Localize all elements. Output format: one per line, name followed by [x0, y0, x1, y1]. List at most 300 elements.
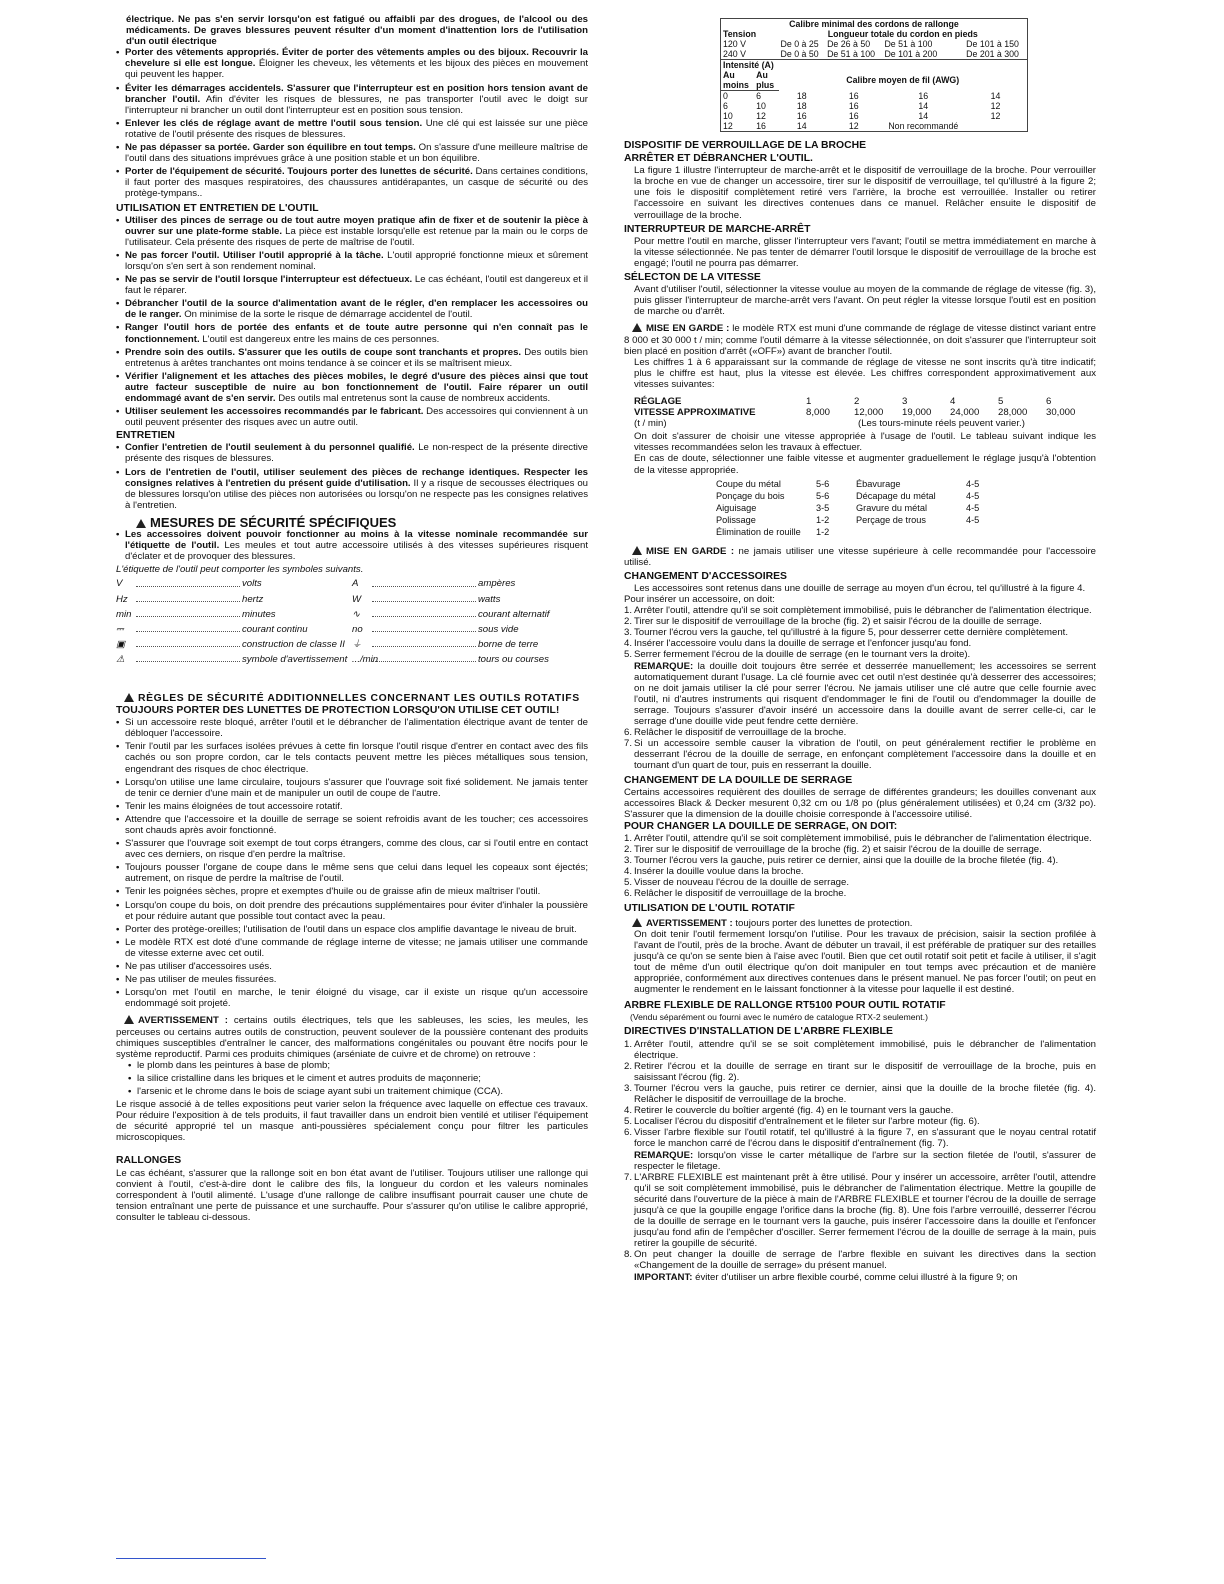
flex-note-text: lorsqu'on visse le carter métallique de l'arbre sur la section filetée de l'outil, s'assurer de respecter le filetage. [634, 1149, 1096, 1172]
cord-amp-from: 6 [723, 101, 728, 111]
choose-speed-text: On doit s'assurer de choisir une vitesse appropriée à l'usage de l'outil. Le tableau suivant indique les vitesses recommandées selon les travaux à effectuer. [634, 431, 1096, 454]
symbol-value: tours ou courses [478, 653, 549, 665]
step-text: Tirer sur le dispositif de verrouillage de la broche (fig. 2) et saisir l'écrou de la douille de serrage. [634, 844, 1042, 856]
symbol-row [116, 578, 352, 589]
bullet-item [116, 142, 588, 164]
bullet-bold: Éviter les démarrages accidentels. S'assurer que l'interrupteur est en position hors tension avant de brancher l'outil. [125, 82, 588, 105]
step-text: Relâcher le dispositif de verrouillage de la broche. [634, 888, 847, 900]
doubt-text: En cas de doute, sélectionner une faible vitesse et augmenter graduellement le réglage jusqu'à l'obtention de la vitesse appropriée. [634, 453, 1096, 476]
bullet-item [116, 347, 588, 369]
symbol-dots [136, 639, 240, 647]
warning-icon [124, 1015, 134, 1024]
cord-gauge: 12 [990, 101, 1001, 111]
bullet-item [116, 118, 588, 140]
bullet-text: Il y a risque de secousses électriques ou de blessures lorsqu'on utilise des pièces non autorisées ou lorsqu'on ne respecte pas les consignes relatives à l'entretien. [125, 477, 589, 511]
symbol-dots [136, 578, 240, 586]
note-label: REMARQUE: [634, 660, 694, 672]
speed-setting: 6 [1046, 395, 1052, 407]
cord-gauge: 18 [796, 90, 807, 101]
application-cell: 3-5 [816, 502, 830, 513]
heading-maintenance: ENTRETIEN [116, 430, 175, 442]
application-cell: 4-5 [966, 502, 980, 513]
speed-row-settings [634, 396, 1096, 407]
symbols-table [116, 578, 588, 665]
heading-rotary-text: RÈGLES DE SÉCURITÉ ADDITIONNELLES CONCERNANT LES OUTILS ROTATIFS [138, 692, 580, 704]
speed-label-unit: (t / min) [634, 418, 667, 430]
bullet-text: Une clé qui est laissée sur une pièce rotative de l'outil présente des risques de blessures. [125, 117, 588, 140]
symbol-key: V [116, 578, 123, 590]
chemical-item: • l'arsenic et le chrome dans le bois de sciage ayant subi un traitement chimique (CCA). [128, 1086, 588, 1097]
warn2-label: AVERTISSEMENT : [646, 917, 733, 929]
application-cell: 1-2 [816, 514, 830, 525]
bullet-specific-text: Les meules et tout autre accessoire utilisés à des vitesses supérieures risquent d'éclater et de provoquer des blessures. [125, 540, 589, 563]
flex-note-label: REMARQUE: [634, 1149, 694, 1161]
cord-gauge: Non recommandé [888, 121, 959, 131]
cord-amp-from: 0 [723, 91, 728, 101]
step-number: 2. [624, 616, 633, 628]
cord-length: De 101 à 200 [884, 49, 938, 59]
step-item [624, 1061, 1096, 1083]
warning-text: certains outils électriques, tels que les sableuses, les scies, les meules, les perceuses ou certains autres outils de construction, peuvent soulever de la poussière contenant des produits chimiques susceptibles d'entraîner le cancer, des malformations congénitales ou pouvant être nocifs pour le système reproductif. Parmi ces produits chimiques (arséniate de cuivre et de chrome) on retrouve : [116, 1015, 588, 1060]
cord-gauge: 14 [918, 101, 929, 111]
step-number: 3. [624, 627, 633, 639]
cord-au2: Au [756, 70, 768, 80]
step-text: Relâcher le dispositif de verrouillage de la broche. [634, 727, 847, 739]
heading-change-accessories: CHANGEMENT D'ACCESSOIRES [624, 570, 787, 582]
step-text: Retirer l'écrou et la douille de serrage en tirant sur le dispositif de verrouillage de la broche, puis en saisissant l'écrou (fig. 2). [634, 1060, 1096, 1083]
heading-stop-unplug: ARRÊTER ET DÉBRANCHER L'OUTIL. [624, 153, 813, 165]
step-text: Arrêter l'outil, attendre qu'il se soit complètement immobilisé, puis le débrancher de l'alimentation électrique. [634, 832, 1092, 844]
speed-table [634, 396, 1096, 429]
step-number: 1. [624, 832, 633, 844]
symbol-key: Hz [116, 593, 128, 605]
rotary-rule-item: • Porter des protège-oreilles; l'utilisation de l'outil dans un espace clos amplifie davantage le niveau de bruit. [116, 924, 588, 935]
application-cell: 5-6 [816, 478, 830, 489]
cord-amp-to: 10 [756, 101, 766, 111]
step-text: Tourner l'écrou vers la gauche, puis retirer ce dernier, ainsi que la douille de la broche filetée (fig. 4). [634, 855, 1059, 867]
step-item [624, 877, 1096, 888]
rotary-rule-item: • Tenir les poignées sèches, propre et exemptes d'huile ou de graisse afin de mieux maîtriser l'outil. [116, 886, 588, 897]
application-cell: Aiguisage [716, 502, 757, 513]
cord-length: De 51 à 100 [884, 39, 933, 49]
warning-glasses [624, 918, 1096, 929]
symbol-row [352, 609, 588, 620]
heading-rotary-rules [116, 693, 588, 704]
rotary-rule-item: • S'assurer que l'ouvrage soit exempt de tout corps étrangers, comme des clous, car si l'outil entre en contact avec ces derniers, on risque d'en perdre la maîtrise. [116, 838, 588, 860]
cord-length: De 0 à 50 [780, 49, 819, 59]
cord-amp-label: Intensité (A) [721, 60, 1028, 71]
symbol-row [116, 609, 352, 620]
step-number: 6. [624, 727, 633, 739]
bullet-text: La pièce est instable lorsqu'elle est retenue par la main ou le corps de l'utilisateur. Cela présente des risques de perte de maîtrise de l'outil. [125, 225, 588, 248]
bullet-bold: Ranger l'outil hors de portée des enfants et de toute autre personne qui n'en connaît pas le fonctionnement. [125, 322, 588, 345]
step-number: 4. [624, 866, 633, 878]
rotary-rule-item: • Lorsqu'on met l'outil en marche, le tenir éloigné du visage, car il existe un risque qu'un accessoire endommagé soit projeté. [116, 987, 588, 1009]
step-item [624, 638, 1096, 649]
cord-gauge: 16 [848, 90, 859, 101]
caution2-label: MISE EN GARDE : [646, 545, 735, 557]
symbol-value: construction de classe II [242, 638, 345, 650]
speed-row-unit [634, 418, 1096, 429]
application-cell [966, 526, 1006, 538]
flex-steps [624, 1039, 1096, 1283]
cord-gauge-label: Calibre moyen de fil (AWG) [846, 75, 960, 86]
important-note-text: éviter d'utiliser un arbre flexible courbé, comme celui illustré à la figure 9; on [695, 1271, 1018, 1283]
warning-tail: Le risque associé à de telles expositions peut varier selon la fréquence avec laquelle on effectue ces travaux. Pour réduire l'exposition à de tels produits, il faut travailler dans un endroit bien ventilé et utiliser l'équipement de sécurité approprié tel un masque anti-poussières spécialement conçu pour filtrer les particules microscopiques. [116, 1099, 588, 1144]
speed-value: 30,000 [1046, 407, 1076, 419]
symbol-dots [136, 654, 240, 662]
bullet-text: Éloigner les cheveux, les vêtements et les bijoux des pièces en mouvement qui peuvent les happer. [125, 58, 589, 81]
application-cell [856, 526, 966, 538]
cord-amp-to: 16 [756, 121, 766, 131]
step-number: 5. [624, 649, 633, 661]
note [624, 661, 1096, 728]
collet-steps [624, 833, 1096, 900]
warn2-text: toujours porter des lunettes de protection. [735, 917, 913, 929]
symbol-value: borne de terre [478, 638, 539, 650]
symbol-key: ∿ [352, 608, 361, 620]
cord-amp-from: 12 [723, 121, 733, 131]
symbol-row [116, 624, 352, 635]
heading-specific-safety [128, 514, 588, 530]
step-number: 7. [624, 738, 633, 750]
caution1-label: MISE EN GARDE : [646, 323, 730, 335]
bullet-text: L'outil est dangereux entre les mains de ces personnes. [202, 333, 440, 345]
symbol-row [352, 654, 588, 665]
step-item [624, 727, 1096, 738]
application-cell: 4-5 [966, 490, 980, 501]
symbol-dots [372, 654, 476, 662]
step-item [624, 1127, 1096, 1149]
bullet-text: On minimise de la sorte le risque de démarrage accidentel de l'outil. [184, 309, 473, 321]
intro-bullet-continued: électrique. Ne pas s'en servir lorsqu'on est fatigué ou affaibli par des drogues, de l'alcool ou des médicaments. De graves blessures peuvent résulter d'un moment d'inattention lors de l'utilisation d'un outil électrique [126, 14, 588, 48]
important-note-label: IMPORTANT: [634, 1271, 693, 1283]
symbol-value: hertz [242, 593, 264, 605]
heading-switch: INTERRUPTEUR DE MARCHE-ARRÊT [624, 223, 811, 235]
symbol-key: A [352, 578, 359, 590]
heading-use-rotary: UTILISATION DE L'OUTIL ROTATIF [624, 902, 795, 914]
step-item [624, 844, 1096, 855]
heading-flex-directions: DIRECTIVES D'INSTALLATION DE L'ARBRE FLEXIBLE [624, 1026, 893, 1038]
application-cell: Décapage du métal [856, 490, 936, 501]
warning-icon [632, 546, 642, 555]
bullet-bold: Confier l'entretien de l'outil seulement à du personnel qualifié. [125, 442, 415, 454]
step-text: Arrêter l'outil, attendre qu'il se se soit complètement immobilisé, puis le débrancher de l'alimentation électrique. [634, 1038, 1096, 1061]
symbol-dots [372, 578, 476, 586]
step-text: Tirer sur le dispositif de verrouillage de la broche (fig. 2) et saisir l'écrou de la douille de serrage. [634, 616, 1042, 628]
step-item [624, 888, 1096, 899]
cord-gauge: 16 [796, 111, 807, 121]
speed-row-speeds [634, 407, 1096, 418]
step-item [624, 1039, 1096, 1061]
bullet-bold: Utiliser des pinces de serrage ou de tout autre moyen pratique afin de fixer et de soutenir la pièce à ouvrer sur une plate-forme stable. [125, 214, 588, 237]
symbol-key: ▣ [116, 638, 126, 650]
bullet-bold: Enlever les clés de réglage avant de mettre l'outil sous tension. [125, 117, 423, 129]
cord-plus: plus [754, 80, 778, 91]
symbol-dots [372, 624, 476, 632]
application-cell: Ponçage du bois [716, 490, 785, 501]
application-cell: Gravure du métal [856, 502, 927, 513]
rotary-rules-bullets [116, 717, 588, 1009]
cord-row-240v [721, 49, 1028, 60]
bullet-text: Des outils bien entretenus à arêtes tranchantes ont moins tendance à se coincer et ils se maîtrisent mieux. [125, 346, 588, 369]
rotary-rule-item: • Toujours pousser l'organe de coupe dans le même sens que celui dans lequel les copeaux sont éjectés; autrement, on risque de perdre la maîtrise de l'outil. [116, 862, 588, 884]
rotary-rule-item: • Tenir l'outil par les surfaces isolées prévues à cette fin lorsque l'outil risque d'entrer en contact avec des fils cachés ou son propre cordon, car le tels contacts peuvent mettre les pièces métalliques sous tension, engendrant des risques de choc électrique. [116, 741, 588, 774]
step-text: Si un accessoire semble causer la vibration de l'outil, on peut généralement rectifier le problème en desserrant l'écrou de la douille de serrage, en enfonçant complètement l'accessoire dans la douille et en tournant d'un quart de tour, puis en resserrant la douille. [634, 738, 1096, 772]
application-cell: 1-2 [816, 526, 830, 537]
cord-voltage: 240 V [723, 49, 746, 59]
bullet-item [116, 215, 588, 248]
symbol-row [352, 624, 588, 635]
step-item [624, 738, 1096, 771]
cord-gauge [964, 121, 1027, 132]
cord-table-title: Calibre minimal des cordons de rallonge [789, 19, 959, 29]
application-cell: Coupe du métal [716, 478, 781, 489]
cord-gauge-row [721, 121, 1028, 132]
bullet-item [116, 250, 588, 272]
cord-gauge: 12 [990, 111, 1001, 121]
bullet-bold: Utiliser seulement les accessoires recommandés par le fabricant. [125, 406, 424, 418]
cord-amp-to: 6 [756, 91, 761, 101]
cord-length: De 201 à 300 [966, 49, 1019, 59]
chemical-list [116, 1060, 588, 1097]
chemical-item: • le plomb dans les peintures à base de plomb; [128, 1060, 588, 1071]
heading-extension: RALLONGES [116, 1155, 182, 1167]
insert-steps [624, 605, 1096, 771]
bullet-item [116, 467, 588, 511]
step-text: Insérer la douille voulue dans la broche. [634, 866, 804, 878]
step-number: 1. [624, 1038, 633, 1050]
heading-flex-shaft: ARBRE FLEXIBLE DE RALLONGE RT5100 POUR OUTIL ROTATIF [624, 1000, 946, 1012]
caution2-text: ne jamais utiliser une vitesse supérieure à celle recommandée pour l'accessoire utilisé. [624, 545, 1096, 568]
symbol-dots [136, 594, 240, 602]
bullet-text: Le non-respect de la présente directive présente des risques de blessures. [125, 442, 589, 465]
bullet-text: Des outils mal entretenus sont la cause de nombreux accidents. [278, 393, 551, 404]
warning-label: AVERTISSEMENT : [138, 1015, 228, 1027]
bullet-item [116, 274, 588, 296]
bullet-item [116, 371, 588, 404]
rotary-rule-item: • Tenir les mains éloignées de tout accessoire rotatif. [116, 801, 588, 812]
symbol-value: courant continu [242, 623, 308, 635]
left-column [116, 14, 588, 1223]
step-item [624, 627, 1096, 638]
application-cell: Ébavurage [856, 478, 901, 489]
note-text: la douille doit toujours être serrée et desserrée manuellement; les accessoires se serrent automatiquement durant l'usage. La clé fournie avec cet outil n'est destinée qu'à desserrer des accessoires; on ne doit jamais utiliser la clé pour serrer l'écrou. Ne jamais utiliser une clé autre que celle fournie avec l'outil, ni d'autres instruments qui risquent d'endommager le fini de l'outil ou d'endommager la douille de serrage. Toujours s'assurer d'avoir inséré un accessoire dans la douille avant de serrer celle-ci, car le serrage d'une douille vide peut fendre cette dernière. [634, 660, 1096, 728]
cord-col-tension: Tension [723, 29, 757, 39]
cord-gauge-rows [721, 91, 1028, 132]
switch-text: Pour mettre l'outil en marche, glisser l'interrupteur vers l'avant; l'outil se mettra immédiatement en marche à la vitesse sélectionnée. Ne pas tenter de démarrer l'outil lorsque le dispositif de verrouillage de la broche est engagé; l'outil ne pourra pas démarrer. [634, 235, 1096, 269]
heading-spindle-lock: DISPOSITIF DE VERROUILLAGE DE LA BROCHE [624, 140, 867, 151]
warning-icon [632, 918, 642, 927]
caution-max-speed [624, 546, 1096, 568]
step-text: On peut changer la douille de serrage de l'arbre flexible en suivant les directives dans la section «Changement de la douille de serrage» du présent manuel. [634, 1249, 1096, 1272]
symbol-row [352, 639, 588, 650]
symbol-key: .../min [352, 653, 379, 665]
heading-always-glasses: TOUJOURS PORTER DES LUNETTES DE PROTECTION LORSQU'ON UTILISE CET OUTIL! [116, 705, 560, 717]
step-item [624, 616, 1096, 627]
bullet-specific [116, 529, 588, 562]
symbol-value: symbole d'avertissement [242, 653, 348, 665]
chemical-item: • la silice cristalline dans les briques et le ciment et autres produits de maçonnerie; [128, 1073, 588, 1084]
cord-moins: moins [721, 80, 755, 91]
insert-intro: Pour insérer un accessoire, on doit: [624, 594, 775, 605]
rotary-rule-item: • Ne pas utiliser d'accessoires usés. [116, 961, 588, 972]
safety-bullets-personal [116, 47, 588, 199]
bullet-text: Afin d'éviter les risques de blessures, ne pas transporter l'outil avec le doigt sur l'interrupteur ni brancher un outil dont l'interrupteur est en position sous tension. [125, 93, 588, 116]
bullet-item [116, 322, 588, 344]
step-item [624, 833, 1096, 844]
symbol-dots [372, 609, 476, 617]
rotary-rule-item: • Le modèle RTX est doté d'une commande de réglage interne de vitesse; ne jamais utiliser une commande de vitesse externe avec cet outil. [116, 937, 588, 959]
step-item [624, 1249, 1096, 1271]
use-rotary-text: On doit tenir l'outil fermement lorsqu'on l'utilise. Pour les travaux de précision, saisir la section profilée à l'avant de l'outil, près de la broche. Avant de débuter un travail, il est préférable de pratiquer sur des retailles jusqu'à ce qu'on se sente bien à l'aise avec l'outil. Bien que cet outil rotatif soit petit et facile à utiliser, il s'agit tout de même d'un outil électrique qu'on doit manipuler en tout temps avec précaution et de manière appropriée, conformément aux directives contenues dans le présent manuel. Ne pas forcer l'outil; on peut en augmenter le rendement en le laissant fonctionner à la vitesse pour laquelle il est destiné. [634, 928, 1096, 996]
safety-bullets-maintenance [116, 442, 588, 511]
bullet-bold: Porter des vêtements appropriés. Éviter de porter des vêtements amples ou des bijoux. Recouvrir la chevelure si elle est longue. [125, 47, 588, 70]
step-text: Tourner l'écrou vers la gauche, tel qu'illustré à la figure 5, pour desserrer cette dernière complètement. [634, 627, 1069, 639]
cord-gauge: 14 [796, 121, 807, 131]
symbol-row [116, 654, 352, 665]
speed-setting: 4 [950, 395, 956, 407]
cord-gauge: 16 [848, 111, 859, 121]
bullet-item [116, 406, 588, 428]
symbol-key: ⏚ [352, 638, 362, 650]
warning-chemicals [116, 1015, 588, 1059]
symbol-row [352, 578, 588, 589]
symbol-key: no [352, 623, 363, 635]
cord-gauge: 14 [918, 111, 929, 121]
application-cell: 4-5 [966, 478, 980, 489]
footer-link-line [116, 1558, 266, 1559]
speed-setting: 5 [998, 395, 1004, 407]
cord-gauge: 18 [796, 101, 807, 111]
step-item [624, 866, 1096, 877]
step-number: 8. [624, 1249, 633, 1261]
step-item [624, 649, 1096, 660]
step-number: 6. [624, 888, 633, 900]
symbol-row [352, 594, 588, 605]
change-acc-text: Les accessoires sont retenus dans une douille de serrage au moyen d'un écrou, tel qu'illustré à la figure 4. [634, 582, 1086, 594]
bullet-item [116, 47, 588, 80]
speed-text: Avant d'utiliser l'outil, sélectionner la vitesse voulue au moyen de la commande de réglage de vitesse (fig. 3), puis glisser l'interrupteur de marche-arrêt vers l'avant. On peut régler la vitesse lorsque l'outil est en position de marche ou d'arrêt. [634, 284, 1096, 318]
bullet-bold: Vérifier l'alignement et les attaches des pièces mobiles, le degré d'usure des pièces ainsi que tout autre facteur susceptible de nuire au bon fonctionnement de l'outil. Faire réparer un outil endommagé avant de s'en servir. [125, 370, 588, 404]
cord-length: De 0 à 25 [780, 39, 819, 49]
symbol-value: watts [478, 593, 501, 605]
bullet-bold: Ne pas dépasser sa portée. Garder son équilibre en tout temps. [125, 142, 416, 154]
step-number: 5. [624, 1116, 633, 1128]
step-text: L'ARBRE FLEXIBLE est maintenant prêt à être utilisé. Pour y insérer un accessoire, arrêter l'outil, attendre qu'il se soit complètement immobilisé, puis le débrancher de l'alimentation électrique. Mettre la goupille de sécurité dans l'ouverture de la pièce à main de l'ARBRE FLEXIBLE et tourner l'écrou de la douille de serrage jusqu'à ce que la goupille engage l'orifice dans la broche (fig. 8). Une fois l'arbre verrouillé, desserrer l'écrou de la douille de serrage en le tournant vers la gauche, puis insérer l'accessoire dans la douille et l'enfoncer jusqu'au fond afin de l'empêcher d'osciller. Serrer fermement l'écrou de la douille de serrage à la main, puis retirer la goupille de sécurité. [634, 1171, 1096, 1250]
bullet-text: Le cas échéant, l'outil est dangereux et il faut le réparer. [125, 274, 589, 297]
symbol-value: minutes [242, 608, 276, 620]
bullet-bold: Prendre soin des outils. S'assurer que les outils de coupe sont tranchants et propres. [125, 346, 522, 358]
bullet-bold: Ne pas se servir de l'outil lorsque l'interrupteur est défectueux. [125, 274, 413, 286]
heading-speed: SÉLECTON DE LA VITESSE [624, 272, 761, 284]
speed-setting: 2 [854, 395, 860, 407]
symbol-dots [372, 639, 476, 647]
cord-gauge: 16 [848, 101, 859, 111]
step-item [624, 1116, 1096, 1127]
bullet-text: On s'assure d'une meilleure maîtrise de l'outil dans des situations imprévues grâce à une position stable et un bon équilibre. [125, 142, 589, 165]
application-cell: Élimination de rouille [716, 526, 801, 537]
symbol-value: courant alternatif [478, 608, 550, 620]
step-number: 5. [624, 877, 633, 889]
step-text: Retirer le couvercle du boîtier argenté (fig. 4) en le tournant vers la gauche. [634, 1105, 954, 1117]
cord-length: De 51 à 100 [827, 49, 876, 59]
bullet-item [116, 442, 588, 464]
collet-text: Certains accessoires requièrent des douilles de serrage de différentes grandeurs; les douilles convenant aux accessoires Black & Decker mesurent 0,32 cm ou 1/8 po (plus généralement utilisées) et 0,24 cm (3/32 po). S'assurer que la dimension de la douille choisie corresponde à l'accessoire utilisé. [624, 786, 1096, 820]
flex-note [624, 1150, 1096, 1172]
symbol-dots [372, 594, 476, 602]
step-number: 6. [624, 1127, 633, 1139]
speed-value: 28,000 [998, 407, 1028, 419]
warning-icon [632, 323, 642, 332]
bullet-bold: Lors de l'entretien de l'outil, utiliser seulement des pièces de rechange identiques. Respecter les consignes relatives à l'entretien du présent guide d'utilisation. [125, 466, 588, 489]
warning-icon [136, 519, 146, 528]
step-item [624, 1083, 1096, 1105]
step-text: Serrer fermement l'écrou de la douille de serrage (en le tournant vers la droite). [634, 649, 971, 661]
rotary-rule-item: • Lorsqu'on coupe du bois, on doit prendre des précautions supplémentaires pour éviter d'inhaler la poussière et pour réduire autant que possible tout contact avec la peau. [116, 900, 588, 922]
application-cell: Polissage [716, 514, 756, 525]
speed-setting: 1 [806, 395, 812, 407]
step-item [624, 605, 1096, 616]
speed-label-setting: RÉGLAGE [634, 395, 682, 407]
step-number: 3. [624, 1082, 633, 1094]
rotary-rule-item: • Attendre que l'accessoire et la douille de serrage se soient refroidis avant de les toucher; ces accessoires sont chauds après avoir fonctionné. [116, 814, 588, 836]
speed-value: 12,000 [854, 407, 884, 419]
step-number: 1. [624, 605, 633, 617]
symbol-value: ampères [478, 578, 516, 590]
bullet-bold: Porter de l'équipement de sécurité. Toujours porter des lunettes de sécurité. [125, 166, 473, 178]
speed-value: 8,000 [806, 407, 831, 419]
bullet-text: Des accessoires qui conviennent à un outil peuvent présenter des risques avec un autre outil. [125, 406, 588, 429]
bullet-bold: Ne pas forcer l'outil. Utiliser l'outil approprié à la tâche. [125, 249, 384, 261]
speed-value: 19,000 [902, 407, 932, 419]
symbol-row [116, 639, 352, 650]
step-text: Tourner l'écrou vers la gauche, puis retirer ce dernier, ainsi que la douille de la broche filetée (fig. 4). Relâcher le dispositif de verrouillage de la broche. [634, 1082, 1096, 1106]
symbol-dots [136, 609, 240, 617]
step-text: Localiser l'écrou du dispositif d'entraînement et le fileter sur l'arbre moteur (fig. 6). [634, 1116, 980, 1128]
caution1-text: le modèle RTX est muni d'une commande de réglage de vitesse distinct variant entre 8 000 et 30 000 t / min; comme l'outil démarre à la vitesse sélectionnée, on doit s'assurer que l'interrupteur soit bien placé en position d'arrêt («OFF») avant de brancher l'outil. [624, 323, 1096, 357]
heading-specific-safety-text: MESURES DE SÉCURITÉ SPÉCIFIQUES [150, 514, 397, 530]
step-text: Insérer l'accessoire voulu dans la douille de serrage et l'enfoncer jusqu'au fond. [634, 638, 972, 650]
step-item [624, 855, 1096, 866]
bullet-specific-bold: Les accessoires doivent pouvoir fonctionner au moins à la vitesse nominale recommandée sur l'étiquette de l'outil. [125, 529, 588, 552]
heading-change-collet: CHANGEMENT DE LA DOUILLE DE SERRAGE [624, 774, 853, 786]
speed-note: (Les tours-minute réels peuvent varier.) [858, 418, 1025, 430]
bullet-text: Dans certaines conditions, il faut porter des masques respiratoires, des chaussures antidérapantes, un casque de sécurité ou des protège-tympans.. [125, 166, 588, 200]
cord-gauge-row [721, 101, 1028, 111]
cord-amp-from: 10 [723, 111, 733, 121]
bullet-item [116, 166, 588, 199]
safety-bullets-tool-use [116, 215, 588, 429]
step-item [624, 1105, 1096, 1116]
bullet-item [116, 83, 588, 116]
step-text: Visser l'arbre flexible sur l'outil rotatif, tel qu'illustré à la figure 7, en s'assurant que le noyau central rotatif force le manchon carré de l'écrou dans le dispositif d'entraînement (fig. 7). [634, 1127, 1096, 1150]
symbols-intro: L'étiquette de l'outil peut comporter les symboles suivants. [116, 564, 364, 576]
cord-gauge: 12 [848, 121, 859, 131]
bullet-text: L'outil approprié fonctionne mieux et sûrement lorsqu'on s'en sert à son rendement nominal. [125, 249, 588, 272]
step-number: 2. [624, 1060, 633, 1072]
speed-setting: 3 [902, 395, 908, 407]
cord-length: De 26 à 50 [827, 39, 871, 49]
spindle-lock-text: La figure 1 illustre l'interrupteur de marche-arrêt et le dispositif de verrouillage de la broche. Pour verrouiller la broche en vue de changer un accessoire, tirer sur le dispositif de verrouillage, tel qu'illustré à la figure 2; une fois le dispositif complètement retiré vers l'arrière, la broche est verrouillée. Installer ou retirer l'accessoire en suivant les directives contenues dans ce manuel. Relâcher ensuite le dispositif de verrouillage de la broche. [634, 165, 1096, 221]
symbol-dots [136, 624, 240, 632]
step-number: 7. [624, 1171, 633, 1183]
cord-voltage: 120 V [723, 39, 746, 49]
speed-value: 24,000 [950, 407, 980, 419]
step-text: Visser de nouveau l'écrou de la douille de serrage. [634, 877, 849, 889]
step-number: 4. [624, 1105, 633, 1117]
rotary-rule-item: • Ne pas utiliser de meules fissurées. [116, 974, 588, 985]
